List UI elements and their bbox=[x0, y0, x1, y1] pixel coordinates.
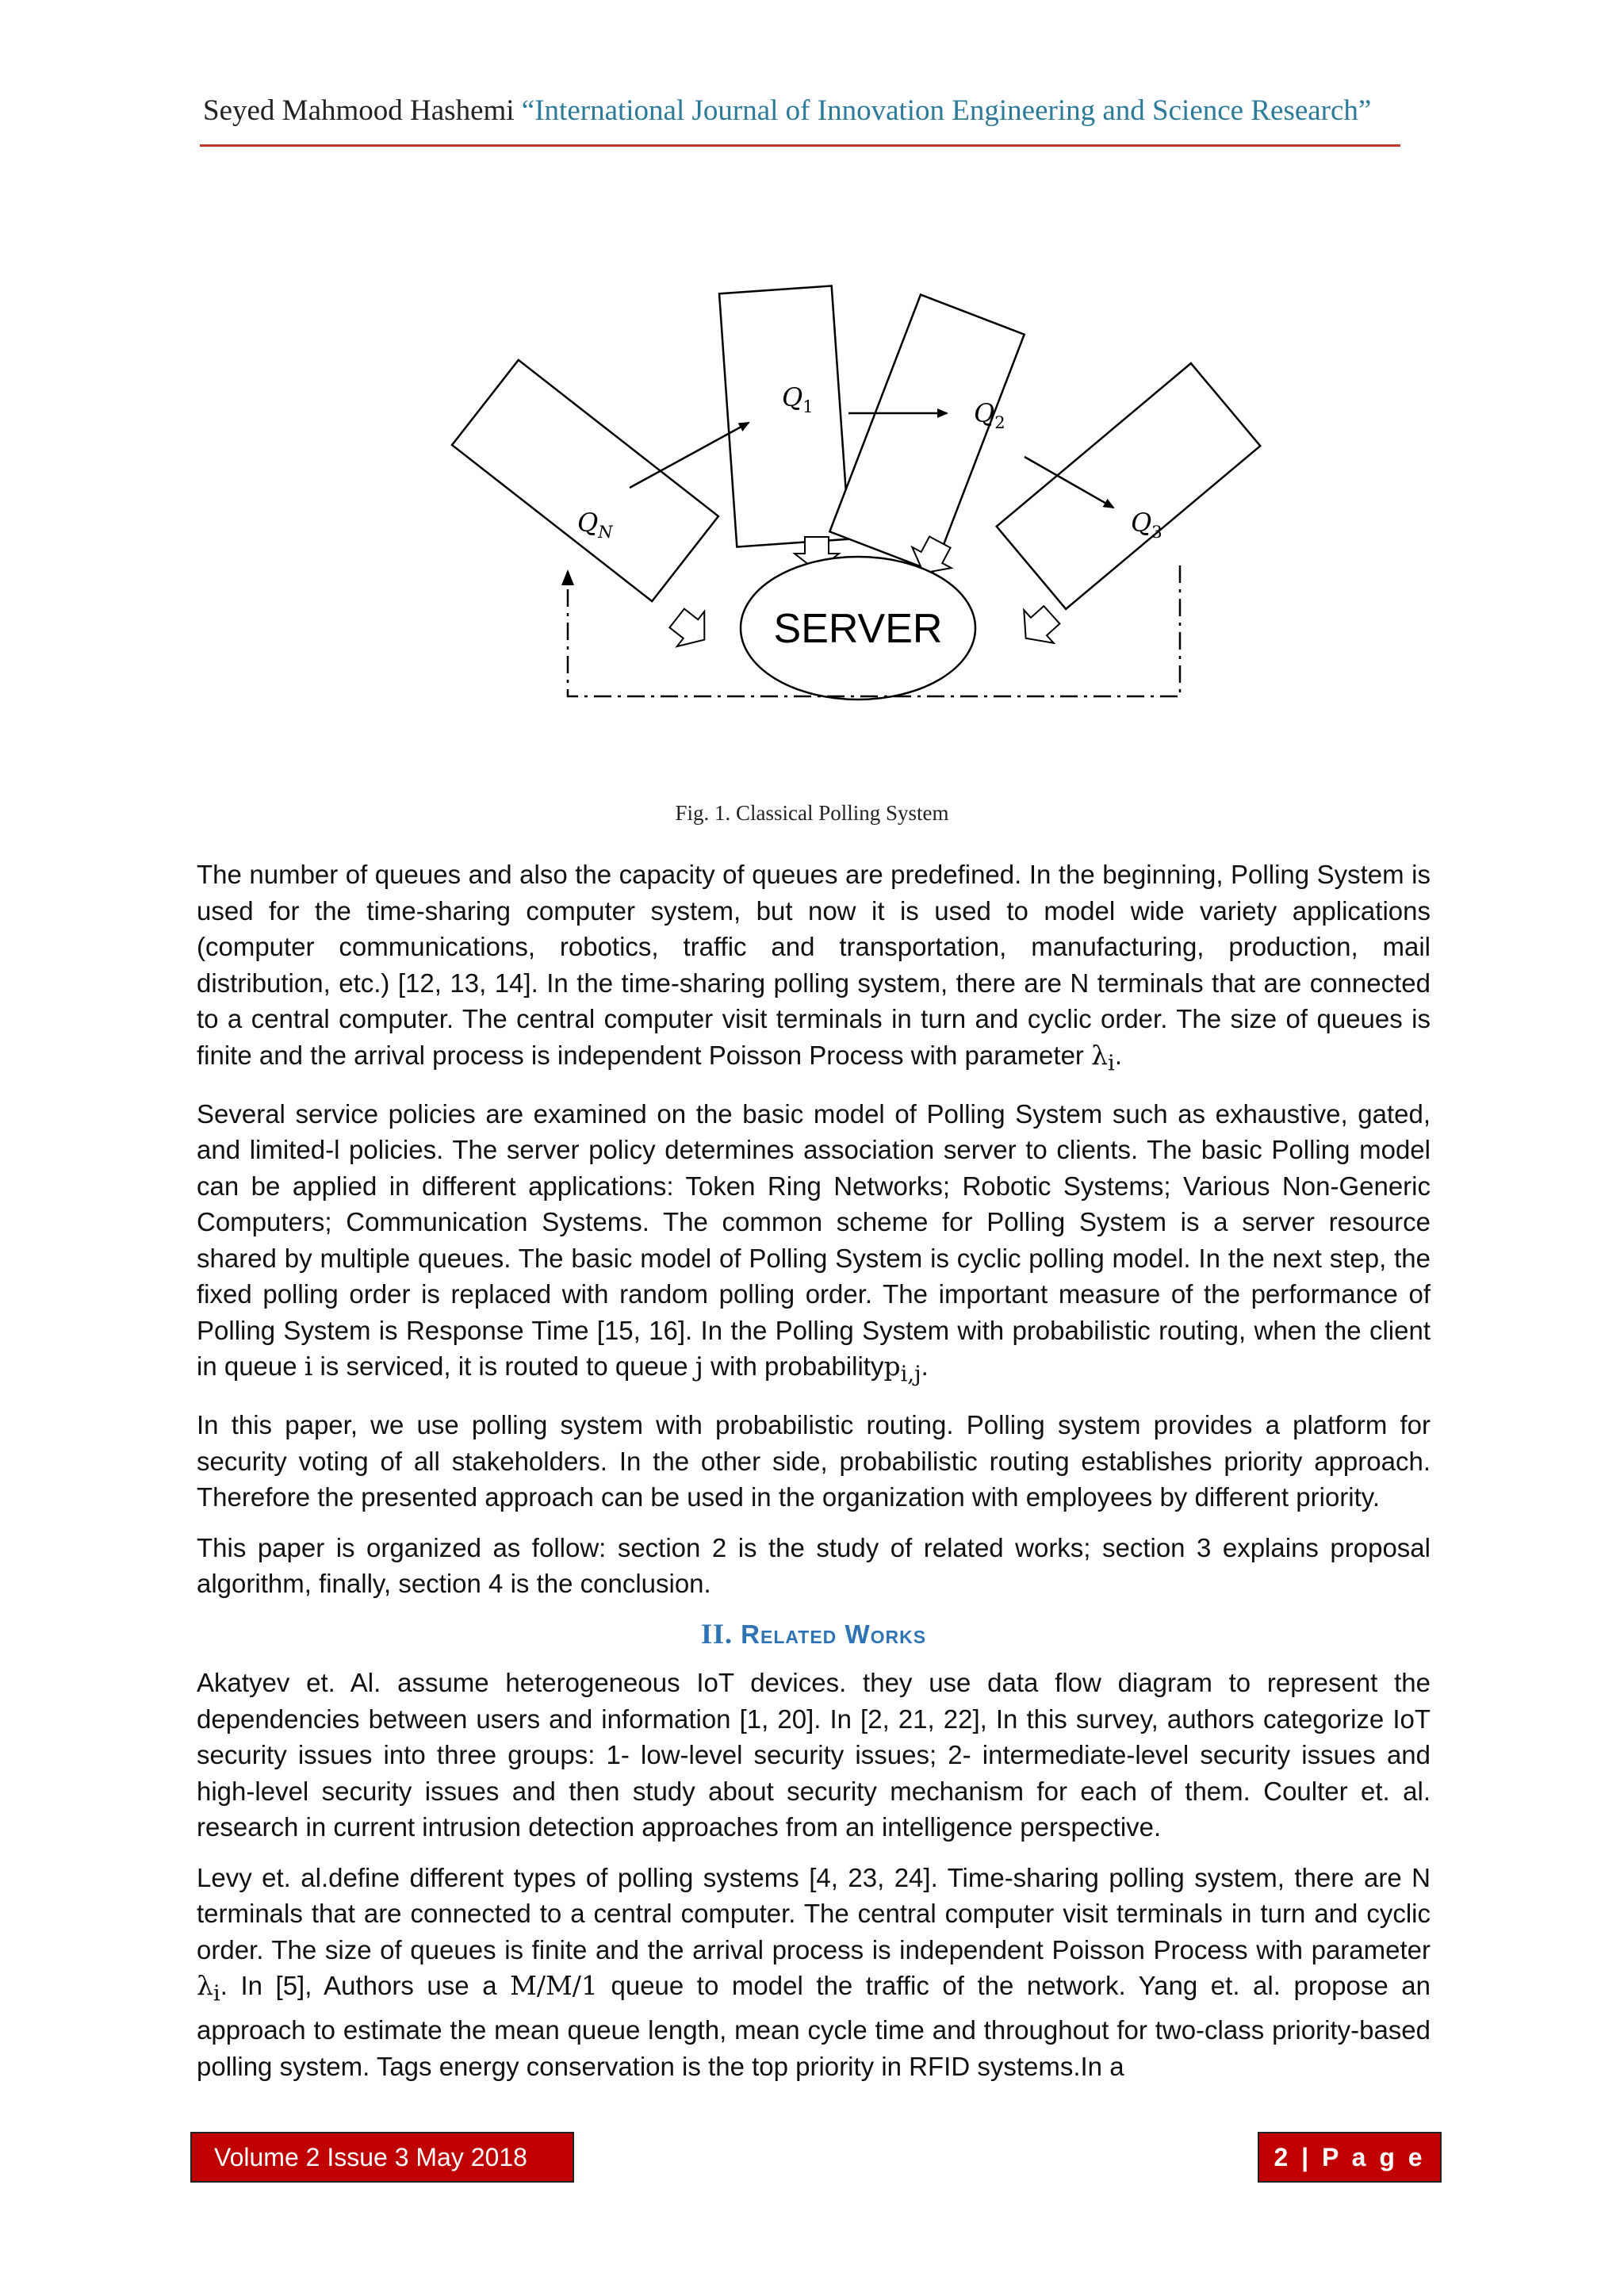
queue-label-1: $Q_1$ bbox=[782, 382, 814, 416]
queue-box-1 bbox=[719, 286, 849, 546]
p2-i: i bbox=[304, 1351, 313, 1382]
footer-page-number: 2 | P a g e bbox=[1258, 2132, 1442, 2183]
paragraph-5: Akatyev et. Al. assume heterogeneous IoT devices. they use data flow diagram to represent the dependencies between users and information [1, 20]. In [2, 21, 22], In this survey, authors categorize IoT security issues into three groups: 1- low-level security issues; 2- intermediate-level security issues and high-level security issues and then study about security mechanism for each of them. Coulter et. al. research in current intrusion detection approaches from an intelligence perspective. bbox=[197, 1668, 1431, 1842]
p6-mm1: M/M/1 bbox=[510, 1970, 598, 2002]
queue-box-n bbox=[452, 360, 718, 601]
header-journal: “International Journal of Innovation Engineering and Science Research” bbox=[521, 94, 1372, 127]
body-text bbox=[197, 857, 1431, 2099]
paragraph-1 bbox=[197, 857, 1431, 1082]
p2-text: Several service policies are examined on the basic model of Polling System such as exhaustive, gated, and limited-l policies. The server policy determines association server to clients. The basic Polling model can be applied in different applications: Token Ring Networks; Robotic Systems; Various Non-Generic Computers; Communication Systems. The common scheme for Polling System is a server resource shared by multiple queues. The basic model of Polling System is cyclic polling model. In the next step, the fixed polling order is replaced with random polling order. The important measure of the performance of Polling System is Response Time [15, 16]. In the Polling System with probabilistic routing, when the client in queue bbox=[197, 1098, 1431, 1382]
polling-system-figure bbox=[444, 278, 1316, 738]
p1-text: The number of queues and also the capacity of queues are predefined. In the beginning, Polling System is used for the time-sharing computer system, but now it is used to model wide variety applications (computer communications, robotics, traffic and transportation, manufacturing, production, mail distribution, etc.) [12, 13, 14]. In the time-sharing polling system, there are N terminals that are connected to a central computer. The central computer visit terminals in turn and cyclic order. The size of queues is finite and the arrival process is independent Poisson Process with parameter bbox=[197, 860, 1431, 1070]
p6-lambda-sub: i bbox=[213, 1980, 220, 2007]
section-number: II. bbox=[700, 1617, 733, 1650]
p6-end: queue to model the traffic of the network. Yang et. al. propose an approach to estimate the mean queue length, mean cycle time and throughout for two-class priority-based polling system. Tags energy conservation is the top priority in RFID systems.In a bbox=[197, 1971, 1431, 2081]
p6-lambda: λ bbox=[197, 1970, 213, 2002]
p2-p-sub: i,j bbox=[900, 1361, 921, 1387]
section-heading bbox=[197, 1616, 1431, 1653]
p6-text: Levy et. al.define different types of polling systems [4, 23, 24]. Time-sharing polling system, there are N terminals that are connected to a central computer. The central computer visit terminals in turn and cyclic order. The size of queues is finite and the arrival process is independent Poisson Process with parameter bbox=[197, 1862, 1431, 1964]
footer-volume: Volume 2 Issue 3 May 2018 bbox=[190, 2132, 574, 2183]
figure-caption: Fig. 1. Classical Polling System bbox=[675, 801, 949, 825]
paragraph-4: This paper is organized as follow: section 2 is the study of related works; section 3 explains proposal algorithm, finally, section 4 is the conclusion. bbox=[197, 1532, 1431, 1599]
paragraph-6 bbox=[197, 1860, 1431, 2085]
section-title: Related Works bbox=[741, 1619, 927, 1649]
p1-end: . bbox=[1114, 1040, 1122, 1070]
paragraph-2 bbox=[197, 1096, 1431, 1393]
header-rule bbox=[200, 144, 1400, 147]
queue-label-2: $Q_2$ bbox=[974, 398, 1005, 432]
p2-p: p bbox=[883, 1351, 901, 1382]
p2-end: . bbox=[921, 1351, 929, 1382]
server-label: SERVER bbox=[773, 606, 943, 652]
p2-j: j bbox=[695, 1351, 704, 1382]
running-header bbox=[203, 94, 1402, 128]
queue-box-2 bbox=[829, 295, 1024, 572]
p6-mid: . In [5], Authors use a bbox=[220, 1971, 511, 2001]
p1-lambda-sub: i bbox=[1108, 1050, 1115, 1076]
paragraph-3: In this paper, we use polling system with probabilistic routing. Polling system provides a platform for security voting of all stakeholders. In the other side, probabilistic routing establishes priority approach. Therefore the presented approach can be used in the organization with employees by different priority. bbox=[197, 1410, 1431, 1512]
p2-tail: with probability bbox=[703, 1351, 884, 1382]
feedback-arrowhead bbox=[561, 569, 574, 585]
queue-label-n: $Q_N$ bbox=[577, 508, 613, 542]
hollow-arrow-q3 bbox=[1011, 598, 1067, 654]
p2-mid: is serviced, it is routed to queue bbox=[312, 1351, 695, 1382]
queue-label-3: $Q_3$ bbox=[1131, 508, 1162, 542]
p1-lambda: λ bbox=[1091, 1039, 1109, 1071]
header-author: Seyed Mahmood Hashemi bbox=[203, 94, 522, 127]
hollow-arrow-qn bbox=[663, 600, 718, 657]
queue-box-3 bbox=[997, 363, 1261, 609]
